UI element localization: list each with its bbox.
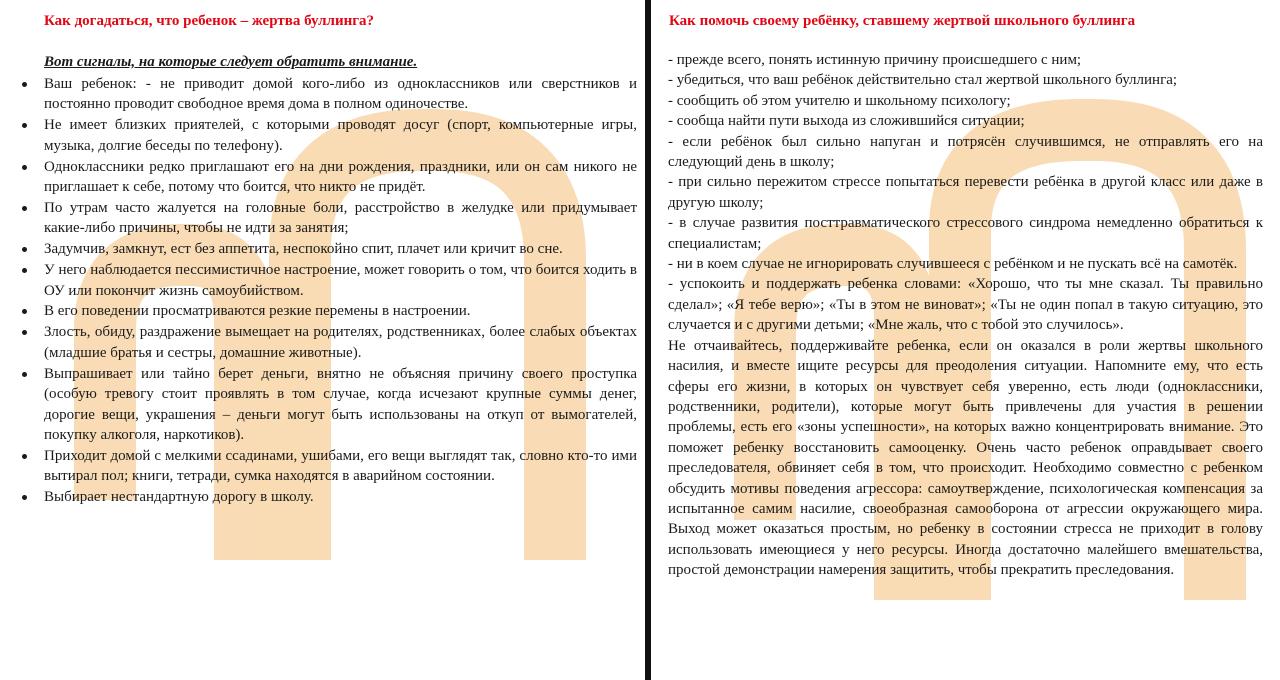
right-heading: Как помочь своему ребёнку, ставшему жертвой школьного буллинга — [669, 13, 1136, 29]
bullet-icon — [22, 123, 27, 128]
list-item — [44, 74, 637, 115]
left-heading: Как догадаться, что ребенок – жертва буллинга? — [44, 13, 375, 29]
list-item-text: По утрам часто жалуется на головные боли, расстройство в желудке или придумывает какие-либо причины, чтобы не идти за занятия; — [44, 199, 637, 237]
advice-paragraph: - если ребёнок был сильно напуган и потрясён случившимся, не отправлять его на следующий день в школу; — [668, 133, 1263, 171]
bullet-icon — [22, 330, 27, 335]
help-advice-text — [668, 50, 1263, 581]
list-item — [44, 322, 637, 363]
advice-paragraph: - сообщить об этом учителю и школьному психологу; — [668, 92, 1011, 109]
bullet-icon — [22, 82, 27, 87]
list-item — [44, 157, 637, 198]
list-item-text: Приходит домой с мелкими ссадинами, ушибами, его вещи выглядят так, словно кто-то ими вытирал пол; книги, тетради, сумка находятся в аварийном состоянии. — [44, 447, 637, 485]
bullet-icon — [22, 247, 27, 252]
list-item-text: У него наблюдается пессимистичное настроение, может говорить о том, что боится ходить в ОУ или покончит жизнь самоубийством. — [44, 262, 637, 299]
bullet-icon — [22, 206, 27, 211]
list-item — [44, 198, 637, 239]
advice-paragraph: - сообща найти пути выхода из сложившийся ситуации; — [668, 113, 1025, 130]
list-item — [44, 115, 637, 156]
bullet-icon — [22, 165, 27, 170]
list-item — [44, 364, 637, 446]
column-divider — [645, 0, 651, 680]
list-item — [44, 487, 637, 507]
advice-paragraph: - ни в коем случае не игнорировать случившееся с ребёнком и не пускать всё на самотёк. — [668, 256, 1238, 273]
list-item-text: В его поведении просматриваются резкие перемены в настроении. — [44, 303, 471, 320]
advice-paragraph: Не отчаивайтесь, поддерживайте ребенка, если он оказался в роли жертвы школьного насилия, и вместе ищите ресурсы для преодоления ситуации. Напомните ему, что есть сферы его жизни, в которых он чувствует себя уверенно, есть люди (одноклассники, родственники, родители), которые могут быть привлечены для участия в решении проблемы, есть его «зоны успешности», на которых важно концентрировать внимание. Это поможет ребенку восстановить самооценку. Очень часто ребенок оправдывает своего преследователя, обвиняет себя в том, что происходит. Необходимо совместно с ребенком обсудить мотивы поведения агрессора: самоутверждение, психологическая компенсация за испытанное самим насилие, своеобразная самооборона от агрессии окружающего мира. Выход может оказаться простым, но ребенку в состоянии стресса не приходит в голову использовать имеющиеся у него ресурсы. Иногда достаточно малейшего вмешательства, простой демонстрации намерения защитить, чтобы прекратить преследования. — [668, 337, 1263, 579]
list-item-text: Задумчив, замкнут, ест без аппетита, неспокойно спит, плачет или кричит во сне. — [44, 241, 563, 258]
bullet-icon — [22, 372, 27, 377]
list-item — [44, 260, 637, 301]
list-item-text: Ваш ребенок: - не приводит домой кого-либо из одноклассников или сверстников и постоянно проводит свободное время дома в полном одиночестве. — [44, 76, 637, 113]
bullet-icon — [22, 454, 27, 459]
bullet-icon — [22, 495, 27, 500]
bullet-icon — [22, 268, 27, 273]
list-item-text: Не имеет близких приятелей, с которыми проводят досуг (спорт, компьютерные игры, музыка, долгие беседы по телефону). — [44, 117, 637, 154]
advice-paragraph: - при сильно пережитом стрессе попытаться перевести ребёнка в другой класс или даже в другую школу; — [668, 174, 1263, 211]
left-subheading: Вот сигналы, на которые следует обратить внимание. — [44, 54, 418, 70]
bullet-icon — [22, 309, 27, 314]
list-item-text: Одноклассники редко приглашают его на дни рождения, праздники, или он сам никого не приглашает к себе, потому что боится, что никто не придёт. — [44, 158, 637, 196]
list-item — [44, 239, 637, 259]
list-item — [44, 301, 637, 321]
advice-paragraph: - убедиться, что ваш ребёнок действительно стал жертвой школьного буллинга; — [668, 72, 1178, 89]
list-item-text: Выпрашивает или тайно берет деньги, внятно не объясняя причину своего проступка (особую тревогу стоит проявлять в том случае, когда исчезают крупные суммы денег, дорогие вещи, украшения – деньги могут быть использованы на откуп от вымогателей, покупку алкоголя, наркотиков). — [44, 365, 637, 443]
warning-signs-list — [44, 74, 637, 508]
list-item — [44, 446, 637, 487]
advice-paragraph: - прежде всего, понять истинную причину происшедшего с ним; — [668, 52, 1082, 68]
advice-paragraph: - успокоить и поддержать ребенка словами: «Хорошо, что ты мне сказал. Ты правильно сделал»; «Я тебе верю»; «Ты в этом не виноват»; «Ты не один попал в такую ситуацию, это случается и с другими детьми; «Мне жаль, что с тобой это случилось». — [668, 276, 1263, 334]
advice-paragraph: - в случае развития посттравматического стрессового синдрома немедленно обратиться к специалистам; — [668, 215, 1263, 252]
list-item-text: Выбирает нестандартную дорогу в школу. — [44, 489, 314, 506]
list-item-text: Злость, обиду, раздражение вымещает на родителях, родственниках, более слабых объектах (младшие братья и сестры, домашние животные). — [44, 324, 637, 361]
